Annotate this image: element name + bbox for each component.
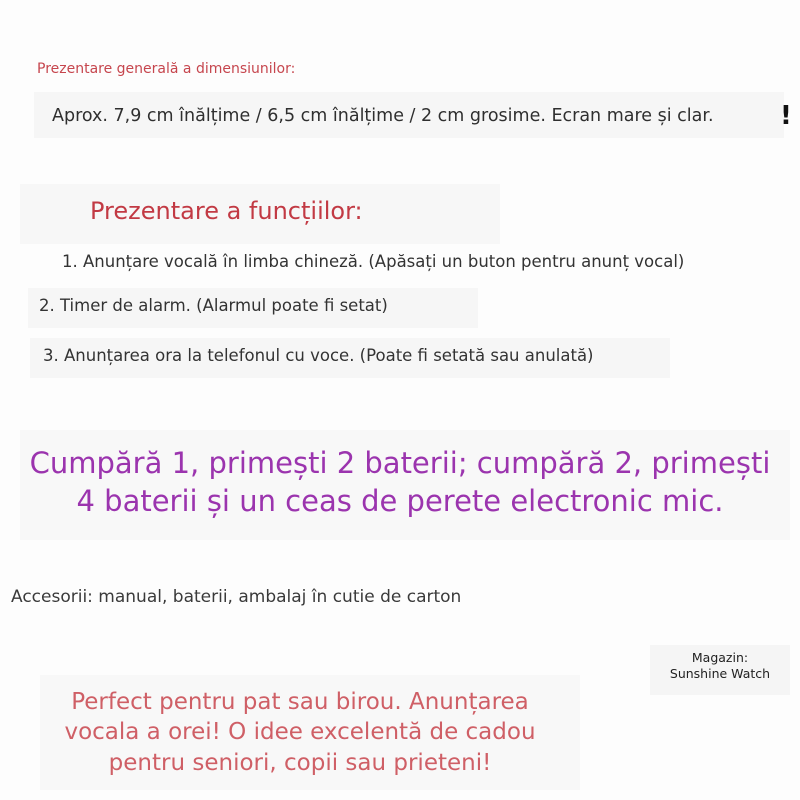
function-item-2: 2. Timer de alarm. (Alarmul poate fi setat) [39, 296, 388, 315]
tagline-line-3: pentru seniori, copii sau prieteni! [108, 750, 492, 776]
accessories-text: Accesorii: manual, baterii, ambalaj în cutie de carton [11, 587, 462, 607]
tagline-line-1: Perfect pentru pat sau birou. Anunțarea [71, 689, 529, 715]
exclamation-mark: ! [780, 101, 792, 131]
dimensions-text: Aprox. 7,9 cm înălțime / 6,5 cm înălțime / 2 cm grosime. Ecran mare și clar. [52, 106, 714, 126]
shop-name: Sunshine Watch [669, 666, 771, 681]
shop-label: Magazin: [691, 650, 749, 665]
function-item-3: 3. Anunțarea ora la telefonul cu voce. (Poate fi setată sau anulată) [43, 346, 594, 365]
function-item-1: 1. Anunțare vocală în limba chineză. (Apăsați un buton pentru anunț vocal) [62, 252, 685, 271]
dimensions-heading: Prezentare generală a dimensiunilor: [37, 61, 296, 77]
promo-line-2: 4 baterii și un ceas de perete electronic mic. [76, 484, 724, 518]
promo-line-1: Cumpără 1, primești 2 baterii; cumpără 2, primești [29, 446, 771, 480]
tagline-line-2: vocala a orei! O idee excelentă de cadou [64, 719, 536, 745]
functions-heading: Prezentare a funcțiilor: [90, 197, 363, 225]
